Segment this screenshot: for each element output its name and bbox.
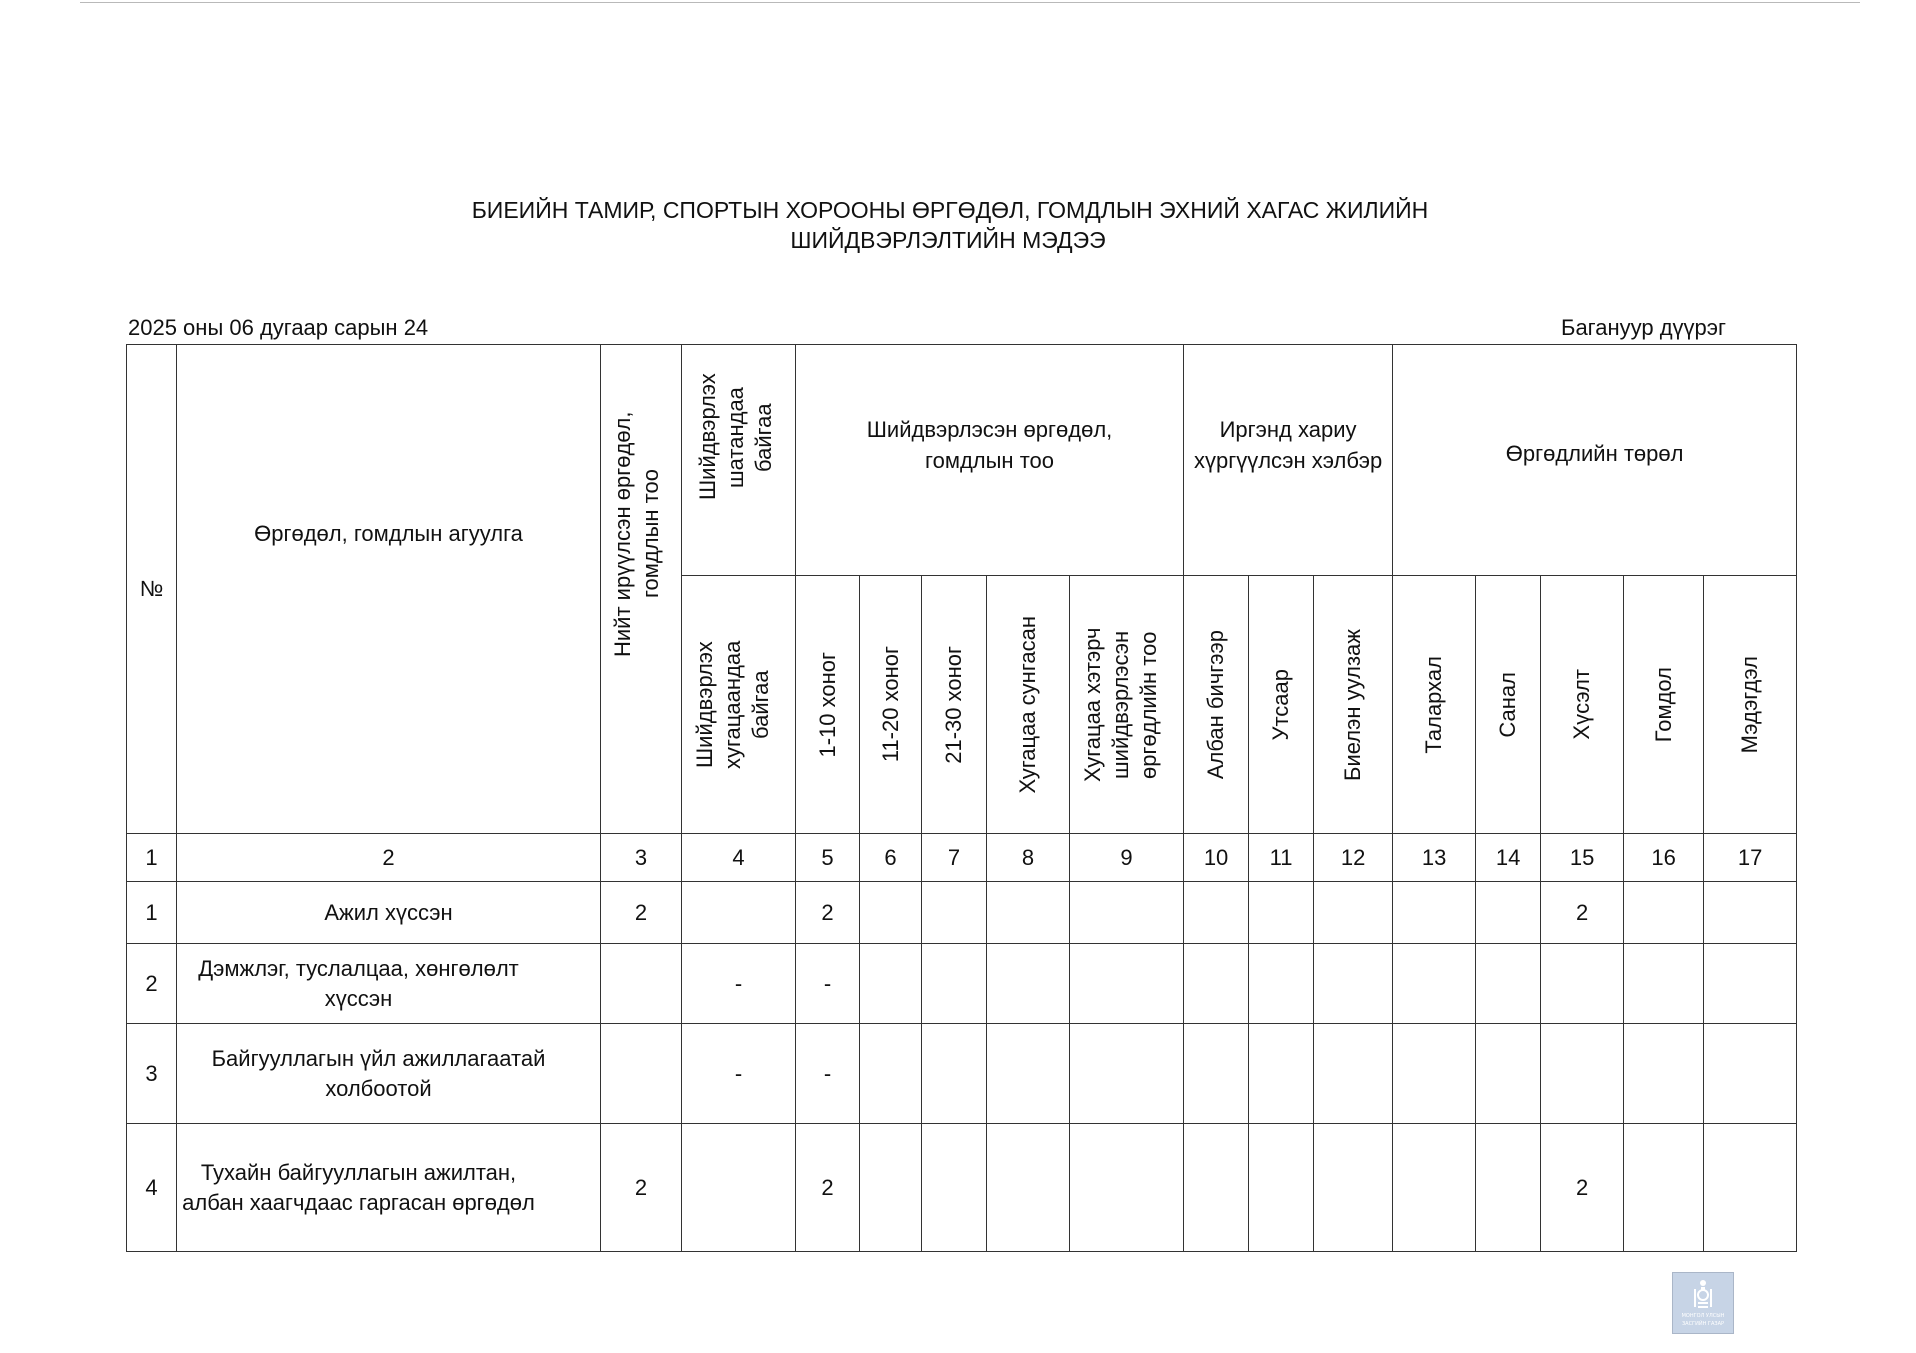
- cell-in-progress: -: [682, 1024, 796, 1124]
- header-reply-1: [1184, 576, 1249, 834]
- cell-empty: [987, 944, 1070, 1024]
- header-reply-3-text: Биелэн уулзаж: [1340, 628, 1366, 781]
- cell-empty: [1184, 1024, 1249, 1124]
- cell-empty: [1393, 1124, 1476, 1252]
- cell-request: 2: [1541, 882, 1624, 944]
- row-content: Ажил хүссэн: [177, 882, 601, 944]
- report-date: 2025 оны 06 дугаар сарын 24: [128, 315, 429, 340]
- row-content: Байгууллагын үйл ажиллагаатай холбоотой: [177, 1024, 601, 1124]
- header-resolved-3-text: 21-30 хоног: [941, 645, 966, 764]
- cell-in-progress: -: [682, 944, 796, 1024]
- cell-request: 2: [1541, 1124, 1624, 1252]
- district-name: Багануур дүүрэг: [1561, 315, 1727, 340]
- header-type-5-text: Мэдэгдэл: [1737, 655, 1763, 754]
- seal-text-line-2: ЗАСГИЙН ГАЗАР: [1681, 1321, 1725, 1327]
- cell-empty: [1314, 1024, 1393, 1124]
- header-type-1: [1393, 576, 1476, 834]
- col-number: 3: [601, 834, 682, 882]
- header-total-text: Нийт ирүүлсэн өргөдөл, гомдлын тоо: [610, 411, 663, 657]
- col-number: 15: [1541, 834, 1624, 882]
- header-type-5: [1704, 576, 1797, 834]
- cell-empty: [987, 882, 1070, 944]
- cell-empty: [1314, 944, 1393, 1024]
- soyombo-icon: [1690, 1279, 1716, 1311]
- cell-resolved-1-10: -: [796, 944, 860, 1024]
- cell-resolved-1-10: 2: [796, 882, 860, 944]
- header-in-progress-text: Шийдвэрлэх шатандаа байгаа: [694, 373, 776, 500]
- table-row: [127, 944, 1797, 1024]
- header-resolved-text: Шийдвэрлэсэн өргөдөл, гомдлын тоо: [866, 417, 1113, 473]
- col-number: 1: [127, 834, 177, 882]
- government-seal: [1672, 1272, 1734, 1334]
- header-reply-3: [1314, 576, 1393, 834]
- cell-empty: [1184, 882, 1249, 944]
- header-type-2: [1476, 576, 1541, 834]
- header-total: [601, 345, 682, 834]
- cell-empty: [922, 1024, 987, 1124]
- cell-empty: [1704, 1124, 1797, 1252]
- cell-empty: [1249, 1024, 1314, 1124]
- cell-empty: [1314, 882, 1393, 944]
- col-number: 11: [1249, 834, 1314, 882]
- col-number: 12: [1314, 834, 1393, 882]
- cell-empty: [1314, 1124, 1393, 1252]
- cell-empty: [860, 944, 922, 1024]
- header-reply-text: Иргэнд хариу хүргүүлсэн хэлбэр: [1193, 417, 1383, 473]
- row-number: 2: [127, 944, 177, 1024]
- header-resolved-4-text: Хугацаа сунгасан: [1015, 615, 1040, 794]
- row-number: 3: [127, 1024, 177, 1124]
- report-table: [126, 344, 1797, 1252]
- cell-resolved-1-10: -: [796, 1024, 860, 1124]
- header-no: №: [127, 345, 177, 834]
- header-type-2-text: Санал: [1495, 671, 1521, 738]
- header-content: Өргөдөл, гомдлын агуулга: [177, 345, 601, 834]
- row-content: Дэмжлэг, туслалцаа, хөнгөлөлт хүссэн: [177, 944, 601, 1024]
- cell-empty: [1070, 882, 1184, 944]
- cell-empty: [1704, 944, 1797, 1024]
- row-content: Тухайн байгууллагын ажилтан, албан хаагчдаас гаргасан өргөдөл: [177, 1124, 601, 1252]
- cell-empty: [1624, 1024, 1704, 1124]
- page-top-rule: [80, 2, 1860, 3]
- header-resolved-2: [860, 576, 922, 834]
- table-row: [127, 1024, 1797, 1124]
- cell-empty: [1184, 944, 1249, 1024]
- cell-total: [601, 944, 682, 1024]
- cell-empty: [922, 944, 987, 1024]
- column-number-row: [127, 834, 1797, 882]
- cell-total: 2: [601, 1124, 682, 1252]
- cell-empty: [860, 1124, 922, 1252]
- cell-empty: [922, 1124, 987, 1252]
- header-resolved-4: [987, 576, 1070, 834]
- cell-empty: [1476, 1124, 1541, 1252]
- header-type-4-text: Гомдол: [1650, 666, 1676, 743]
- cell-in-progress: [682, 882, 796, 944]
- header-type-3: [1541, 576, 1624, 834]
- col-number: 8: [987, 834, 1070, 882]
- header-resolved-1-text: 1-10 хоног: [814, 651, 840, 758]
- col-number: 9: [1070, 834, 1184, 882]
- col-number: 6: [860, 834, 922, 882]
- row-number: 1: [127, 882, 177, 944]
- col-number: 16: [1624, 834, 1704, 882]
- cell-empty: [1249, 944, 1314, 1024]
- cell-empty: [1624, 882, 1704, 944]
- cell-request: [1541, 1024, 1624, 1124]
- seal-text-line-1: МОНГОЛ УЛСЫН: [1681, 1313, 1725, 1319]
- col-number: 7: [922, 834, 987, 882]
- header-reply-2: [1249, 576, 1314, 834]
- cell-empty: [1704, 882, 1797, 944]
- header-resolved-5-text: Хугацаа хэтэрч шийдвэрлэсэн өргөдлийн тоо: [1079, 627, 1161, 782]
- cell-empty: [1249, 882, 1314, 944]
- cell-empty: [1393, 1024, 1476, 1124]
- row-number: 4: [127, 1124, 177, 1252]
- cell-empty: [1070, 1024, 1184, 1124]
- header-in-progress-sub-text: Шийдвэрлэх хугацаандаа байгаа: [691, 640, 773, 769]
- header-type-1-text: Талархал: [1421, 655, 1447, 754]
- col-number: 2: [177, 834, 601, 882]
- cell-empty: [987, 1124, 1070, 1252]
- table-row: [127, 1124, 1797, 1252]
- cell-empty: [1624, 944, 1704, 1024]
- cell-empty: [1070, 944, 1184, 1024]
- cell-empty: [987, 1024, 1070, 1124]
- cell-empty: [860, 882, 922, 944]
- cell-empty: [1704, 1024, 1797, 1124]
- cell-empty: [1393, 944, 1476, 1024]
- header-resolved-group: [796, 345, 1184, 576]
- table-row: [127, 882, 1797, 944]
- header-reply-1-text: Албан бичгээр: [1203, 629, 1229, 780]
- col-number: 17: [1704, 834, 1797, 882]
- col-number: 10: [1184, 834, 1249, 882]
- cell-in-progress: [682, 1124, 796, 1252]
- document-title-line-1: БИЕИЙН ТАМИР, СПОРТЫН ХОРООНЫ ӨРГӨДӨЛ, ГОМДЛЫН ЭХНИЙ ХАГАС ЖИЛИЙН: [471, 197, 1429, 223]
- cell-empty: [1070, 1124, 1184, 1252]
- cell-empty: [1624, 1124, 1704, 1252]
- cell-empty: [1393, 882, 1476, 944]
- header-type-3-text: Хүсэлт: [1569, 669, 1595, 740]
- cell-empty: [1476, 1024, 1541, 1124]
- header-type-group: [1393, 345, 1797, 576]
- col-number: 4: [682, 834, 796, 882]
- cell-empty: [860, 1024, 922, 1124]
- cell-resolved-1-10: 2: [796, 1124, 860, 1252]
- cell-empty: [1184, 1124, 1249, 1252]
- cell-total: [601, 1024, 682, 1124]
- header-resolved-2-text: 11-20 хоног: [877, 646, 903, 763]
- document-title-line-2: ШИЙДВЭРЛЭЛТИЙН МЭДЭЭ: [790, 227, 1106, 253]
- cell-request: [1541, 944, 1624, 1024]
- header-type-text: Өргөдлийн төрөл: [1505, 441, 1684, 466]
- header-in-progress-sub: [682, 576, 796, 834]
- header-type-4: [1624, 576, 1704, 834]
- cell-empty: [1249, 1124, 1314, 1252]
- cell-total: 2: [601, 882, 682, 944]
- cell-empty: [1476, 882, 1541, 944]
- header-resolved-5: [1070, 576, 1184, 834]
- header-resolved-1: [796, 576, 860, 834]
- header-reply-group: [1184, 345, 1393, 576]
- header-resolved-3: [922, 576, 987, 834]
- header-reply-2-text: Утсаар: [1268, 668, 1294, 741]
- cell-empty: [922, 882, 987, 944]
- header-in-progress-group: [682, 345, 796, 576]
- col-number: 5: [796, 834, 860, 882]
- cell-empty: [1476, 944, 1541, 1024]
- col-number: 14: [1476, 834, 1541, 882]
- col-number: 13: [1393, 834, 1476, 882]
